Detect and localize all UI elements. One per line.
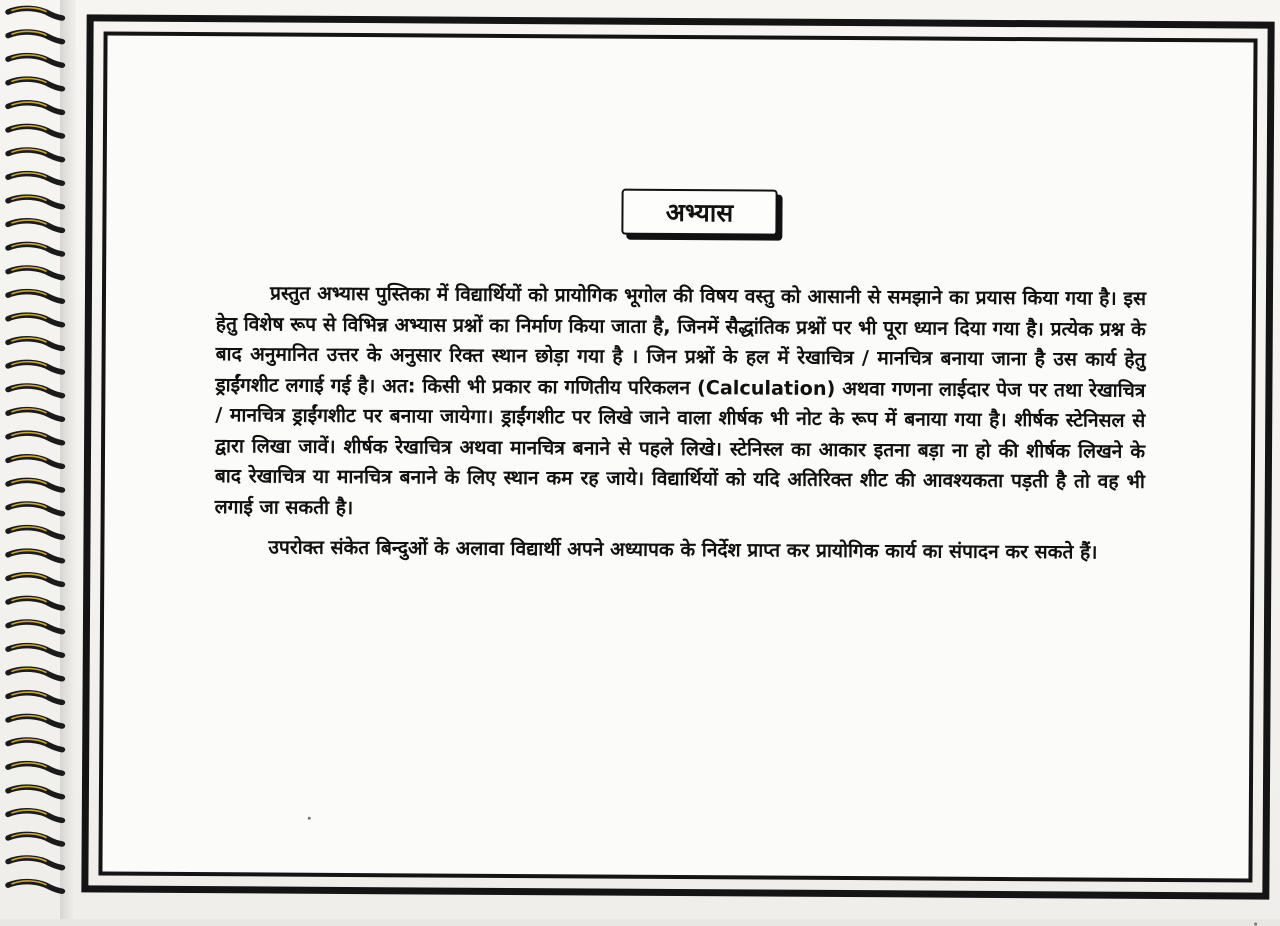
- spiral-coil: [8, 362, 65, 375]
- spiral-coil: [8, 8, 65, 21]
- page-title: अभ्यास: [665, 197, 734, 228]
- spiral-coil: [8, 692, 65, 705]
- spiral-coil: [8, 456, 65, 469]
- spiral-coil: [8, 149, 65, 162]
- spiral-coil: [8, 574, 65, 587]
- spiral-coil: [8, 857, 65, 870]
- spiral-coil: [8, 385, 65, 398]
- spiral-coil: [8, 55, 65, 68]
- spiral-coil: [8, 197, 65, 210]
- spiral-coil: [8, 220, 65, 233]
- spiral-coil: [8, 787, 65, 800]
- spiral-binding: [0, 0, 80, 919]
- page-border: [81, 14, 1274, 899]
- spiral-coil: [8, 31, 65, 44]
- title-box: [621, 189, 777, 236]
- spiral-coil: [8, 598, 65, 611]
- spiral-coil: [8, 315, 65, 328]
- spiral-coil: [8, 810, 65, 823]
- spiral-coil: [8, 645, 65, 658]
- body-text: [214, 278, 1146, 568]
- spiral-coil: [8, 102, 65, 115]
- spiral-coil: [8, 621, 65, 634]
- page-inner-border: [98, 31, 1257, 882]
- paragraph-1: प्रस्तुत अभ्यास पुस्तिका में विद्यार्थियों को प्रायोगिक भूगोल की विषय वस्तु को आसानी से समझाने का प्रयास किया गया है। इस हेतु विशेष रूप से विभिन्न अभ्यास प्रश्नों का निर्माण किया जाता है, जिनमें सैद्धांतिक प्रश्नों पर भी पूरा ध्यान दिया गया है। प्रत्येक प्रश्न के बाद अनुमानित उत्तर के अनुसार रिक्त स्थान छोड़ा गया है । जिन प्रश्नों के हल में रेखाचित्र / मानचित्र बनाया जाना है उस कार्य हेतु ड्राईंगशीट लगाई गई है। अत: किसी भी प्रकार का गणितीय परिकलन (Calculation) अथवा गणना लाईदार पेज पर तथा रेखाचित्र / मानचित्र ड्राईंगशीट पर बनाया जायेगा। ड्राईंगशीट पर लिखे जाने वाला शीर्षक भी नोट के रूप में बनाया गया है। शीर्षक स्टेनिसल से द्वारा लिखा जावें। शीर्षक रेखाचित्र अथवा मानचित्र बनाने से पहले लिखे। स्टेनिस्ल का आकार इतना बड़ा ना हो की शीर्षक लिखने के बाद रेखाचित्र या मानचित्र बनाने के लिए स्थान कम रह जाये। विद्यार्थियों को यदि अतिरिक्त शीट की आवश्यकता पड़ती है तो वह भी लगाई जा सकती है।: [214, 281, 1147, 519]
- spiral-coil: [8, 716, 65, 729]
- spiral-coil: [8, 551, 65, 564]
- spiral-coil: [8, 480, 65, 493]
- paper-speck: [1254, 923, 1257, 926]
- spiral-coil: [8, 739, 65, 752]
- spiral-coil: [8, 173, 65, 186]
- spiral-coil: [8, 267, 65, 280]
- spiral-coil: [8, 881, 65, 894]
- spiral-coil: [8, 126, 65, 139]
- spiral-coil: [8, 527, 65, 540]
- spiral-coil: [8, 433, 65, 446]
- paper-speck: [308, 817, 311, 820]
- spiral-coil: [8, 503, 65, 516]
- paragraph-2: उपरोक्त संकेत बिन्दुओं के अलावा विद्यार्थी अपने अध्यापक के निर्देश प्राप्त कर प्रायोगिक कार्य का संपादन कर सकते हैं।: [268, 535, 1098, 564]
- spiral-coil: [8, 291, 65, 304]
- spiral-coil: [8, 669, 65, 682]
- spiral-coil: [8, 409, 65, 422]
- spiral-coil: [8, 763, 65, 776]
- spiral-coil: [8, 834, 65, 847]
- spiral-coil: [8, 244, 65, 257]
- spiral-coil: [8, 79, 65, 92]
- spiral-coil: [8, 338, 65, 351]
